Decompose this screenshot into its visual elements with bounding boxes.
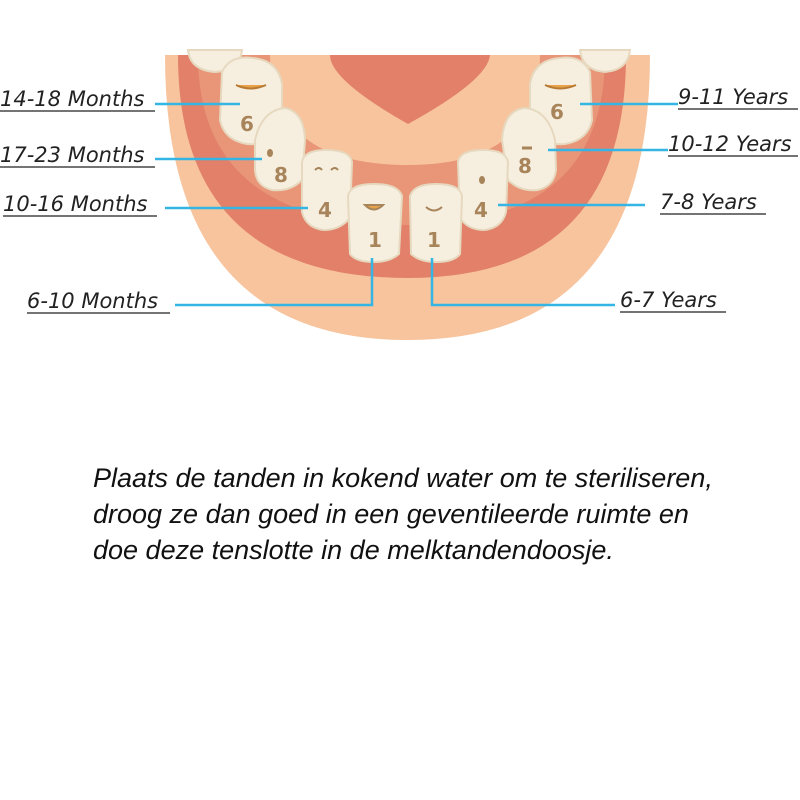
tooth-number: 4 — [318, 198, 332, 222]
instruction-text: Plaats de tanden in kokend water om te steriliseren, droog ze dan goed in een geventileerde ruimte en doe deze tenslotte in de melktandendoosje. — [93, 463, 713, 565]
tooth-number: 8 — [518, 154, 532, 178]
tooth-right-first-molar — [502, 108, 556, 190]
tooth-number: 4 — [474, 198, 488, 222]
tooth-left-first-molar — [255, 108, 305, 190]
tooth-right-canine — [458, 150, 508, 230]
tooth-number: 8 — [274, 163, 288, 187]
label-14-18-months: 14-18 Months — [0, 87, 145, 111]
label-17-23-months: 17-23 Months — [0, 143, 145, 167]
tooth-number: 1 — [368, 228, 382, 252]
tooth-number: 6 — [550, 100, 564, 124]
tooth-left-canine — [302, 150, 352, 230]
tooth-left-incisor — [348, 184, 402, 262]
label-7-8-years: 7-8 Years — [660, 190, 757, 214]
label-9-11-years: 9-11 Years — [678, 85, 789, 109]
label-6-7-years: 6-7 Years — [620, 288, 717, 312]
tooth-number: 1 — [427, 228, 441, 252]
tooth-number: 6 — [240, 112, 254, 136]
label-10-16-months: 10-16 Months — [3, 192, 148, 216]
label-10-12-years: 10-12 Years — [668, 132, 792, 156]
label-6-10-months: 6-10 Months — [27, 289, 159, 313]
tooth-right-incisor — [410, 184, 462, 262]
